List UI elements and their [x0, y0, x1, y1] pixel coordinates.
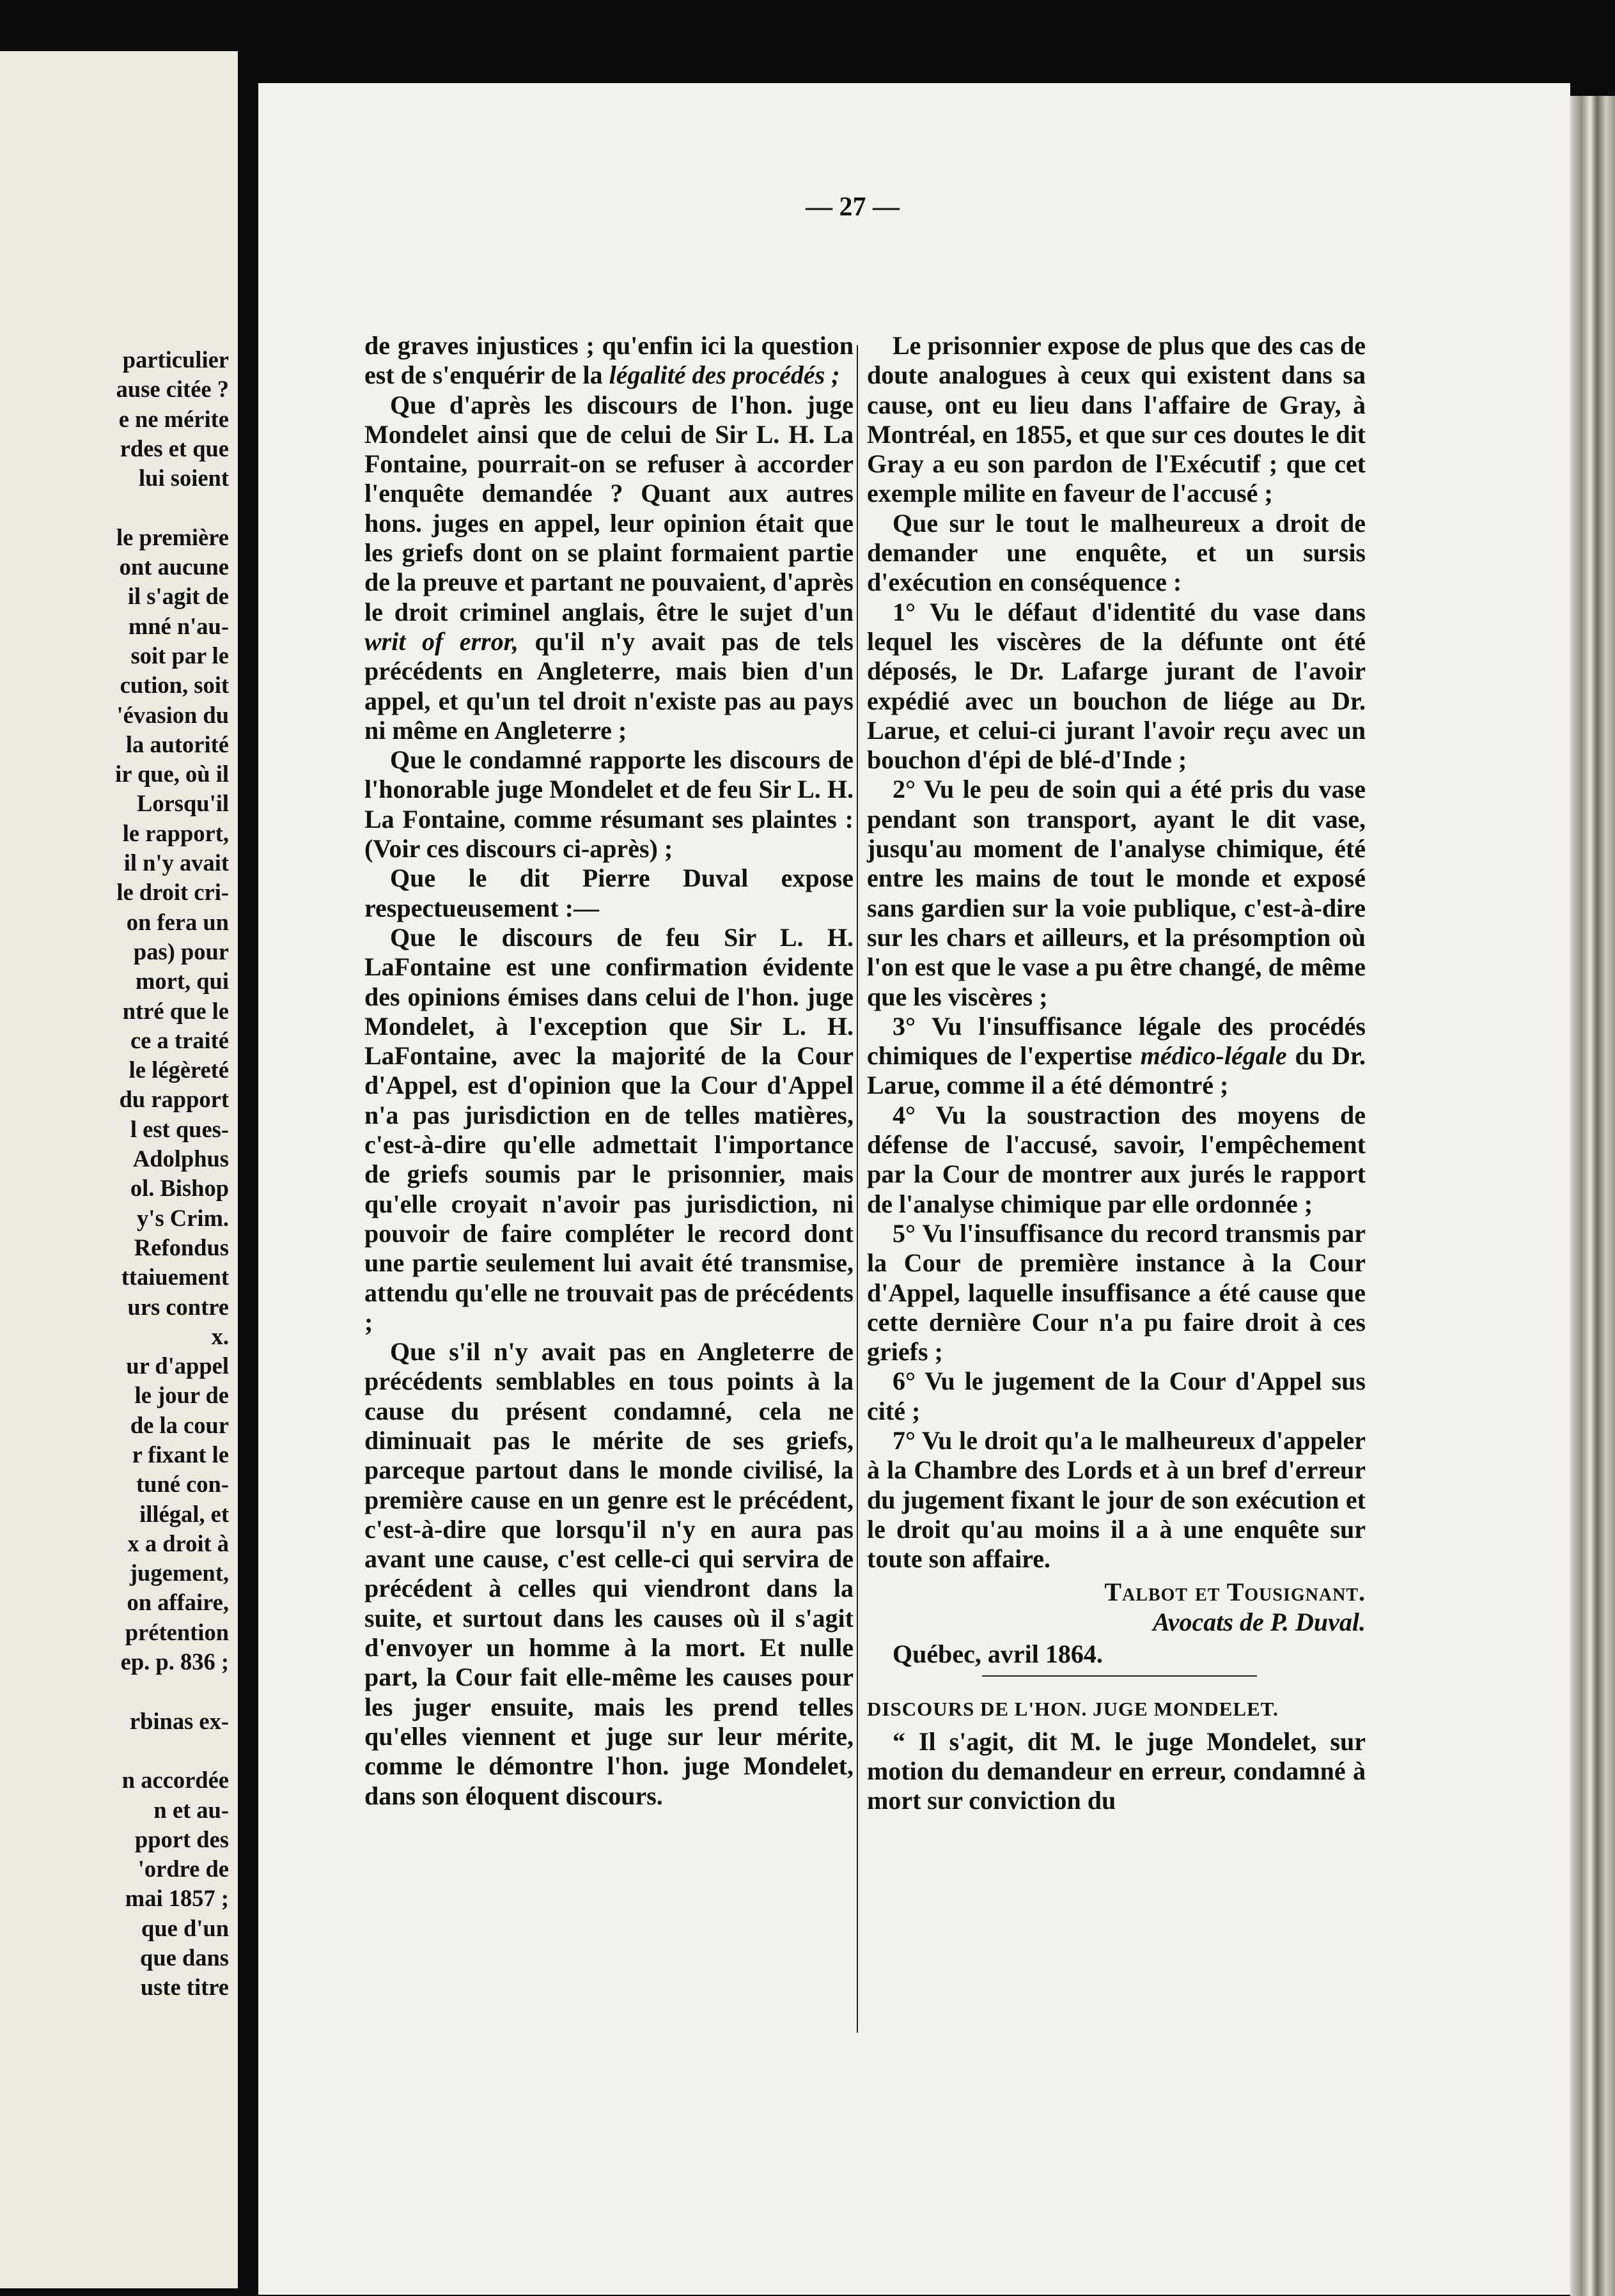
previous-page-line: urs contre [127, 1293, 229, 1320]
paragraph: de graves injustices ; qu'enfin ici la question est de s'enquérir de la légalité des procédés ; [364, 331, 854, 390]
column-divider [857, 345, 858, 2033]
previous-page-line [115, 493, 229, 522]
previous-page-line: n accordée [121, 1767, 229, 1794]
previous-page [0, 51, 238, 2288]
previous-page-line: de la cour [130, 1411, 229, 1438]
previous-page-line: ep. p. 836 ; [120, 1648, 229, 1675]
paragraph: 1° Vu le défaut d'identité du vase dans lequel les viscères de la défunte ont été déposés, le Dr. Lafarge jurant de l'avoir expédié avec un bouchon de liége au Dr. Larue, et celui-ci jurant l'avoir reçu avec un bouchon d'épi de blé-d'Inde ; [867, 597, 1366, 775]
previous-page-line: soit par le [130, 642, 229, 669]
section-rule [982, 1675, 1257, 1677]
paragraph: 4° Vu la soustraction des moyens de défense de l'accusé, savoir, l'empêchement par la Cour de montrer aux jurés le rapport de l'analyse chimique par elle ordonnée ; [867, 1100, 1366, 1218]
paragraph: Que le condamné rapporte les discours de l'honorable juge Mondelet et de feu Sir L. H. La Fontaine, comme résumant ses plaintes : (Voir ces discours ci-après) ; [364, 745, 854, 864]
paragraph: Que s'il n'y avait pas en Angleterre de précédents semblables en tous points à la cause du présent condamné, cela ne diminuait pas le mérite de ses griefs, parceque partout dans le monde civilisé, la première cause en un genre est le précédent, c'est-à-dire que lorsqu'il n'y en aura pas avant une cause, c'est celle-ci qui servira de précédent à celles qui viendront dans la suite, et surtout dans les causes où il s'agit d'envoyer un homme à la mort. Et nulle part, la Cour fait elle-même les causes pour les juger ensuite, mais les prend telles qu'elles viennent et juge sur leur mérite, comme le démontre l'hon. juge Mondelet, dans son éloquent discours. [364, 1337, 854, 1810]
previous-page-line: le droit cri- [116, 879, 229, 906]
previous-page-line: Adolphus [132, 1145, 229, 1172]
previous-page-line: du rapport [119, 1086, 229, 1113]
previous-page-line: le première [116, 524, 229, 550]
page-edge [1570, 96, 1615, 2296]
previous-page-line: 'ordre de [137, 1856, 229, 1882]
previous-page-line: e ne mérite [118, 405, 229, 432]
paragraph: Que le discours de feu Sir L. H. LaFontaine est une confirmation évidente des opinions émises dans celui de l'hon. juge Mondelet, à l'exception que Sir L. H. LaFontaine, avec la majorité de la Cour d'Appel, est d'opinion que la Cour d'Appel n'a pas jurisdiction en de telles matières, c'est-à-dire qu'elle admettait l'importance de griefs soumis par le prisonnier, mais qu'elle croyait n'avoir pas jurisdiction, ni pouvoir de faire compléter le record dont une partie seulement lui avait été transmise, attendu qu'elle ne trouvait pas de précédents ; [364, 922, 854, 1337]
paragraph: 7° Vu le droit qu'a le malheureux d'appeler à la Chambre des Lords et à un bref d'erreur du jugement fixant le jour de son exécution et le droit qu'au moins il a à une enquête sur toute son affaire. [867, 1425, 1366, 1574]
paragraph: Que le dit Pierre Duval expose respectueusement :— [364, 864, 854, 922]
previous-page-line: on fera un [126, 908, 229, 935]
previous-page-line: 'évasion du [116, 701, 229, 728]
previous-page-line: rdes et que [120, 435, 229, 462]
previous-page-line: ce a traité [130, 1027, 229, 1053]
dateline: Québec, avril 1864. [893, 1640, 1103, 1669]
previous-page-line: Lorsqu'il [136, 790, 229, 817]
previous-page-line: y's Crim. [137, 1204, 229, 1231]
previous-page-line: le jour de [134, 1382, 229, 1409]
previous-page-line: ause citée ? [116, 376, 229, 403]
previous-page-line: prétention [125, 1618, 229, 1645]
previous-page-line: Refondus [134, 1234, 229, 1260]
previous-page-line: ur d'appel [126, 1353, 229, 1379]
previous-page-line: il s'agit de [127, 583, 229, 610]
previous-page-line [115, 1736, 229, 1765]
previous-page-line: illégal, et [139, 1500, 229, 1527]
previous-page-line: r fixant le [132, 1441, 229, 1468]
previous-page-line [115, 1677, 229, 1706]
paragraph: 2° Vu le peu de soin qui a été pris du vase pendant son transport, ayant le dit vase, jusqu'au moment de l'analyse chimique, été entre les mains de tout le monde et exposé sans gardien sur la voie publique, c'est-à-dire sur les chars et ailleurs, et la présomption où l'on est que le vase a pu être changé, de même que les viscères ; [867, 775, 1366, 1011]
previous-page-line: mort, qui [136, 968, 229, 995]
previous-page-line: on affaire, [127, 1589, 229, 1616]
previous-page-line: mné n'au- [128, 612, 229, 639]
previous-page-line: l est ques- [130, 1115, 229, 1142]
previous-page-line: tuné con- [136, 1471, 229, 1498]
right-column-paragraphs [867, 331, 1366, 1574]
previous-page-line: le légèreté [129, 1057, 229, 1083]
previous-page-line: il n'y avait [123, 849, 229, 876]
previous-page-line: ntré que le [122, 997, 229, 1024]
paragraph: Le prisonnier expose de plus que des cas de doute analogues à ceux qui existent dans sa cause, ont eu lieu dans l'affaire de Gray, à Montréal, en 1855, et que sur ces doutes le dit Gray a eu son pardon de l'Exécutif ; que cet exemple milite en faveur de l'accusé ; [867, 331, 1366, 508]
signature-role: Avocats de P. Duval. [1153, 1607, 1366, 1636]
previous-page-line: pport des [134, 1826, 229, 1852]
previous-page-line: le rapport, [122, 819, 229, 846]
discours-heading: DISCOURS DE L'HON. JUGE MONDELET. [867, 1698, 1279, 1721]
previous-page-line: pas) pour [133, 938, 229, 965]
paragraph: Que d'après les discours de l'hon. juge Mondelet ainsi que de celui de Sir L. H. La Fontaine, pourrait-on se refuser à accorder l'enquête demandée ? Quant aux autres hons. juges en appel, leur opinion était que les griefs dont on se plaint formaient partie de la preuve et partant ne pouvaient, d'après le droit criminel anglais, être le sujet d'un writ of error, qu'il n'y avait pas de tels précédents en Angleterre, mais bien d'un appel, et qu'un tel droit n'existe pas au pays ni même en Angleterre ; [364, 390, 854, 745]
discours-text: “ Il s'agit, dit M. le juge Mondelet, sur motion du demandeur en erreur, condamné à mort sur conviction du [867, 1726, 1366, 1815]
previous-page-line: ol. Bishop [130, 1175, 229, 1202]
signature-firm: Talbot et Tousignant. [1104, 1578, 1366, 1607]
previous-page-line: x a droit à [127, 1530, 229, 1556]
previous-page-line: que d'un [141, 1914, 229, 1941]
paragraph: 3° Vu l'insuffisance légale des procédés chimiques de l'expertise médico-légale du Dr. Larue, comme il a été démontré ; [867, 1011, 1366, 1100]
previous-page-line: mai 1857 ; [125, 1885, 229, 1912]
left-column [364, 331, 854, 1811]
previous-page-line: ir que, où il [115, 761, 229, 787]
previous-page-line: n et au- [153, 1796, 229, 1823]
previous-page-line: lui soient [139, 465, 229, 492]
paragraph: 6° Vu le jugement de la Cour d'Appel sus cité ; [867, 1367, 1366, 1425]
previous-page-line: uste titre [140, 1974, 229, 2001]
previous-page-text [115, 345, 229, 2003]
right-column [867, 331, 1366, 1816]
previous-page-line: cution, soit [120, 672, 229, 699]
previous-page-line: ttaiuement [121, 1264, 229, 1291]
previous-page-line: particulier [122, 346, 229, 373]
page-number: — 27 — [806, 192, 900, 222]
paragraph: Que sur le tout le malheureux a droit de demander une enquête, et un sursis d'exécution en conséquence : [867, 508, 1366, 597]
previous-page-line: la autorité [125, 731, 229, 757]
previous-page-line: rbinas ex- [129, 1707, 229, 1734]
paragraph: 5° Vu l'insuffisance du record transmis par la Cour de première instance à la Cour d'Appel, laquelle insuffisance a été cause que cette dernière Cour n'a pu faire droit à ces griefs ; [867, 1218, 1366, 1367]
previous-page-line: que dans [140, 1944, 229, 1971]
previous-page-line: ont aucune [119, 554, 229, 580]
previous-page-line: jugement, [129, 1560, 229, 1586]
previous-page-line: x. [211, 1323, 229, 1349]
